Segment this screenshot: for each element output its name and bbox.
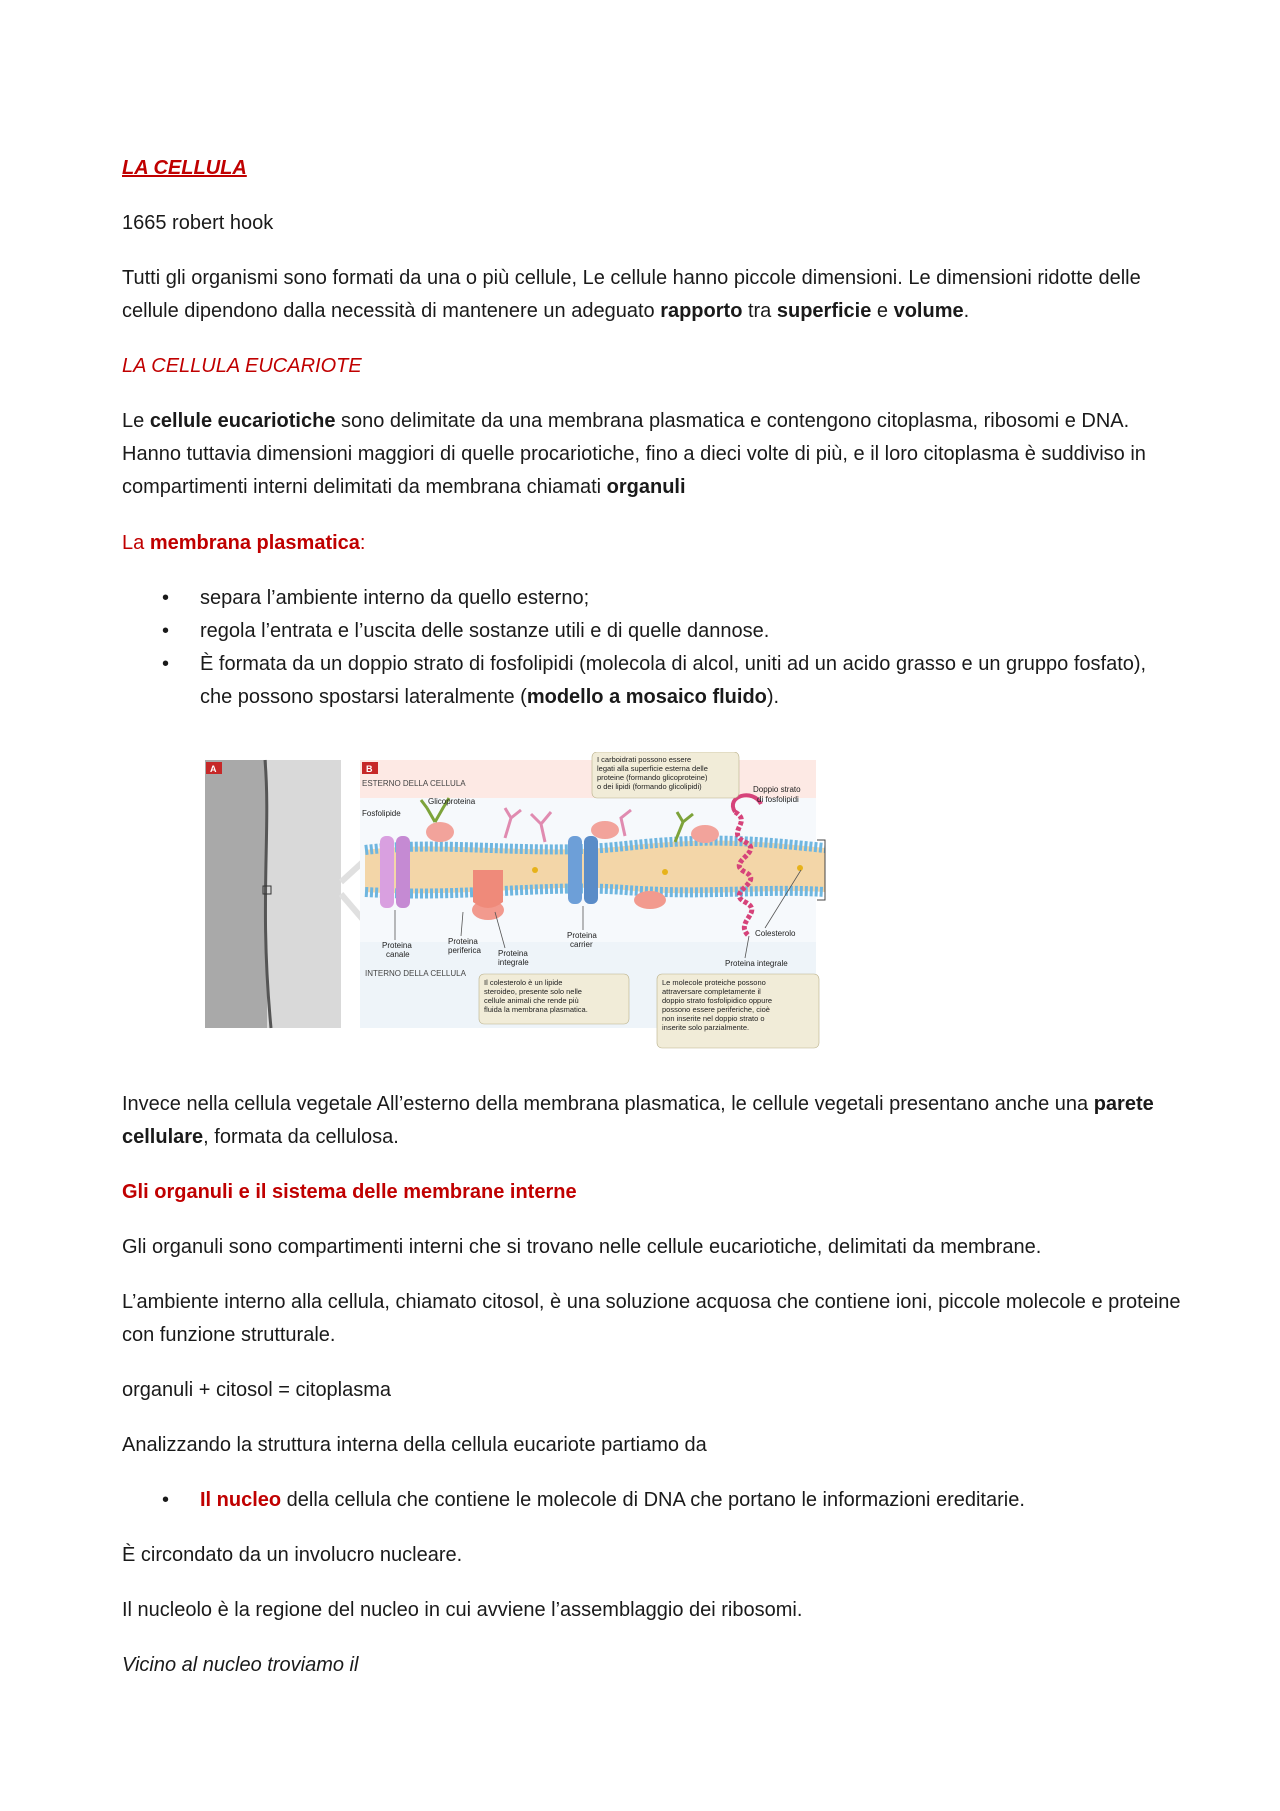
label-proteina-carrier-1: Proteina bbox=[567, 931, 597, 940]
nucleolus-line: Il nucleolo è la regione del nucleo in cui avviene l’assemblaggio dei ribosomi. bbox=[122, 1599, 803, 1621]
integral-protein bbox=[473, 870, 503, 908]
channel-protein-left bbox=[380, 836, 394, 908]
membrane-bullet-list bbox=[122, 582, 1182, 714]
carrier-protein-right bbox=[584, 836, 598, 904]
eukaryote-paragraph: Le cellule eucariotiche sono delimitate da una membrana plasmatica e contengono citoplasma, ribosomi e DNA. Hanno tuttavia dimensioni maggiori di quelle procariotiche, fino a dieci volte di più, e il loro citoplasma è suddiviso in compartimenti interni delimitati da membrana chiamati organuli bbox=[122, 410, 1146, 498]
label-proteina-integrale-1: Proteina bbox=[498, 949, 528, 958]
organelles-heading: Gli organuli e il sistema delle membrane interne bbox=[122, 1181, 577, 1203]
surface-protein bbox=[591, 821, 619, 839]
organelles-paragraph: Gli organuli sono compartimenti interni che si trovano nelle cellule eucariotiche, delimitati da membrane. bbox=[122, 1236, 1042, 1258]
envelope-line: È circondato da un involucro nucleare. bbox=[122, 1544, 463, 1566]
label-proteina-canale-2: canale bbox=[386, 950, 410, 959]
note-proteins-text: Le molecole proteiche possono attraversare completamente il doppio strato fosfolipidico oppure possono essere periferiche, cioè non inserite nel doppio strato o inserite solo parzialmente. bbox=[662, 978, 773, 1032]
inner-peripheral-protein bbox=[634, 891, 666, 909]
surface-protein bbox=[691, 825, 719, 843]
note-cholesterol-text: Il colesterolo è un lipide steroideo, presente solo nelle cellule animali che rende più fluida la membrana plasmatica. bbox=[484, 978, 588, 1014]
formula-line: organuli + citosol = citoplasma bbox=[122, 1379, 392, 1401]
label-proteina-carrier-2: carrier bbox=[570, 940, 593, 949]
carrier-protein-left bbox=[568, 836, 582, 904]
micrograph-light-area bbox=[267, 760, 341, 1028]
list-item: • È formata da un doppio strato di fosfolipidi (molecola di alcol, uniti ad un acido grasso e un gruppo fosfato), che possono spostarsi lateralmente (modello a mosaico fluido). bbox=[162, 653, 1147, 708]
cholesterol-mark bbox=[797, 865, 803, 871]
label-fosfolipide: Fosfolipide bbox=[362, 809, 401, 818]
list-item: • regola l’entrata e l’uscita delle sostanze utili e di quelle dannose. bbox=[162, 620, 770, 642]
interior-label: INTERNO DELLA CELLULA bbox=[365, 969, 466, 978]
label-colesterolo: Colesterolo bbox=[755, 929, 796, 938]
membrane-diagram bbox=[205, 752, 841, 1062]
peripheral-protein bbox=[426, 822, 454, 842]
cytosol-paragraph: L’ambiente interno alla cellula, chiamato citosol, è una soluzione acquosa che contiene ioni, piccole molecole e proteine con funzione strutturale. bbox=[122, 1291, 1181, 1346]
label-glicoproteina: Glicoproteina bbox=[428, 797, 476, 806]
channel-protein-right bbox=[396, 836, 410, 908]
panel-b-label: B bbox=[366, 764, 373, 774]
list-item: • separa l’ambiente interno da quello esterno; bbox=[162, 587, 590, 609]
label-proteina-periferica-1: Proteina bbox=[448, 937, 478, 946]
exterior-label: ESTERNO DELLA CELLULA bbox=[362, 779, 466, 788]
section-subtitle: LA CELLULA EUCARIOTE bbox=[122, 355, 362, 377]
analysis-line: Analizzando la struttura interna della cellula eucariote partiamo da bbox=[122, 1434, 707, 1456]
membrane-heading: La membrana plasmatica: bbox=[122, 532, 366, 554]
date-line: 1665 robert hook bbox=[122, 212, 274, 234]
label-proteina-periferica-2: periferica bbox=[448, 946, 481, 955]
plant-cell-paragraph: Invece nella cellula vegetale All’esterno della membrana plasmatica, le cellule vegetali presentano anche una parete cellulare, formata da cellulosa. bbox=[122, 1093, 1154, 1148]
membrane-figure bbox=[205, 752, 841, 1062]
nucleus-bullet-list bbox=[122, 1484, 1182, 1517]
label-proteina-canale-1: Proteina bbox=[382, 941, 412, 950]
list-item: • Il nucleo della cellula che contiene le molecole di DNA che portano le informazioni ereditarie. bbox=[162, 1489, 1025, 1511]
doc-title: LA CELLULA bbox=[122, 157, 247, 179]
label-proteina-integrale-right: Proteina integrale bbox=[725, 959, 788, 968]
intro-paragraph: Tutti gli organismi sono formati da una o più cellule, Le cellule hanno piccole dimensioni. Le dimensioni ridotte delle cellule dipendono dalla necessità di mantenere un adeguato rapporto tra superficie e volume. bbox=[122, 267, 1141, 322]
note-carbohydrates-text: I carboidrati possono essere legati alla superficie esterna delle proteine (formando glicoproteine) o dei lipidi (formando glicolipidi) bbox=[597, 755, 708, 791]
label-proteina-integrale-2: integrale bbox=[498, 958, 529, 967]
label-doppio-strato-2: di fosfolipidi bbox=[757, 795, 799, 804]
cholesterol-mark bbox=[662, 869, 668, 875]
closing-line: Vicino al nucleo troviamo il bbox=[122, 1654, 359, 1676]
label-doppio-strato-1: Doppio strato bbox=[753, 785, 801, 794]
panel-a-label: A bbox=[210, 764, 217, 774]
cholesterol-mark bbox=[532, 867, 538, 873]
